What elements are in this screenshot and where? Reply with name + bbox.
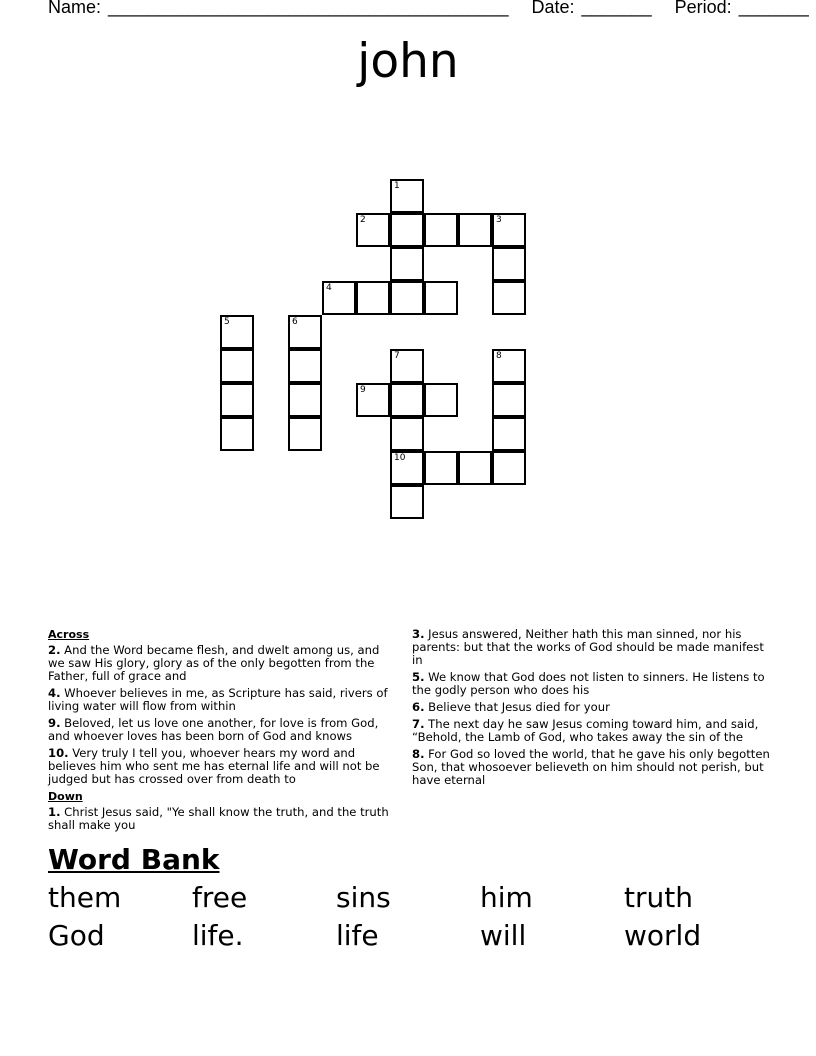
grid-cell[interactable] [424, 451, 458, 485]
grid-cell[interactable] [288, 383, 322, 417]
grid-cell[interactable] [220, 349, 254, 383]
clue-down-3: 3. Jesus answered, Neither hath this man sinned, nor his parents: but that the works of God should be made manifest in [412, 627, 764, 667]
grid-cell[interactable] [492, 281, 526, 315]
grid-cell[interactable] [424, 383, 458, 417]
grid-cell[interactable] [220, 417, 254, 451]
grid-cell[interactable] [492, 451, 526, 485]
grid-cell[interactable] [492, 383, 526, 417]
grid-cell[interactable] [356, 383, 390, 417]
clue-across-9: 9. Beloved, let us love one another, for love is from God, and whoever loves has been born of God and knows [48, 716, 379, 743]
date-line: _______ [581, 0, 652, 17]
clue-down-7: 7. The next day he saw Jesus coming toward him, and said, “Behold, the Lamb of God, who takes away the sin of the [412, 717, 759, 744]
grid-cell[interactable] [220, 315, 254, 349]
clue-down-1: 1. Christ Jesus said, "Ye shall know the truth, and the truth shall make you [48, 805, 389, 832]
grid-cell[interactable] [492, 349, 526, 383]
grid-cell[interactable] [424, 213, 458, 247]
word-bank-item: life [336, 919, 379, 952]
clues-left-column [48, 628, 396, 836]
clue-number: 8 [496, 351, 502, 361]
clue-number: 7 [394, 351, 400, 361]
grid-cell[interactable] [390, 247, 424, 281]
grid-cell[interactable] [390, 417, 424, 451]
grid-cell[interactable] [390, 213, 424, 247]
clue-number: 10 [394, 453, 406, 463]
name-line: ________________________________________ [108, 0, 509, 17]
word-bank [48, 880, 768, 954]
grid-cell[interactable] [492, 213, 526, 247]
grid-cell[interactable] [288, 417, 322, 451]
clue-across-10: 10. Very truly I tell you, whoever hears my word and believes him who sent me has eternal life and will not be judged but has crossed over from death to [48, 746, 380, 786]
grid-cell[interactable] [220, 383, 254, 417]
clues-right-column [412, 628, 772, 791]
grid-cell[interactable] [356, 213, 390, 247]
grid-cell[interactable] [458, 213, 492, 247]
grid-cell[interactable] [288, 315, 322, 349]
grid-cell[interactable] [356, 281, 390, 315]
grid-cell[interactable] [390, 281, 424, 315]
word-bank-item: him [480, 881, 533, 914]
across-heading: Across [48, 628, 90, 641]
clue-number: 6 [292, 317, 298, 327]
word-bank-item: truth [624, 881, 693, 914]
down-heading: Down [48, 790, 83, 803]
clue-number: 9 [360, 385, 366, 395]
grid-cell[interactable] [458, 451, 492, 485]
grid-cell[interactable] [390, 179, 424, 213]
period-label: Period: [674, 0, 732, 17]
grid-cell[interactable] [492, 417, 526, 451]
grid-cell[interactable] [390, 383, 424, 417]
word-bank-item: life. [192, 919, 244, 952]
clue-number: 1 [394, 181, 400, 191]
clue-down-8: 8. For God so loved the world, that he gave his only begotten Son, that whosoever believeth on him should not perish, but have eternal [412, 747, 770, 787]
clue-across-4: 4. Whoever believes in me, as Scripture has said, rivers of living water will flow from within [48, 686, 388, 713]
grid-cell[interactable] [288, 349, 322, 383]
date-label: Date: [531, 0, 575, 17]
word-bank-item: them [48, 881, 122, 914]
grid-cell[interactable] [492, 247, 526, 281]
word-bank-title: Word Bank [48, 843, 220, 876]
clue-number: 5 [224, 317, 230, 327]
clue-number: 2 [360, 215, 366, 225]
name-label: Name: [48, 0, 102, 17]
clue-number: 4 [326, 283, 332, 293]
clue-down-6: 6. Believe that Jesus died for your [412, 700, 610, 714]
grid-cell[interactable] [390, 349, 424, 383]
grid-cell[interactable] [322, 281, 356, 315]
word-bank-item: sins [336, 881, 391, 914]
page-title: john [357, 34, 459, 89]
clue-down-5: 5. We know that God does not listen to sinners. He listens to the godly person who does his [412, 670, 765, 697]
word-bank-item: God [48, 919, 105, 952]
word-bank-item: free [192, 881, 248, 914]
word-bank-item: world [624, 919, 702, 952]
grid-cell[interactable] [424, 281, 458, 315]
word-bank-item: will [480, 919, 527, 952]
grid-cell[interactable] [390, 485, 424, 519]
grid-cell[interactable] [390, 451, 424, 485]
period-line: _______ [738, 0, 809, 17]
clue-across-2: 2. And the Word became flesh, and dwelt among us, and we saw His glory, glory as of the only begotten from the Father, full of grace and [48, 643, 380, 683]
clue-number: 3 [496, 215, 502, 225]
